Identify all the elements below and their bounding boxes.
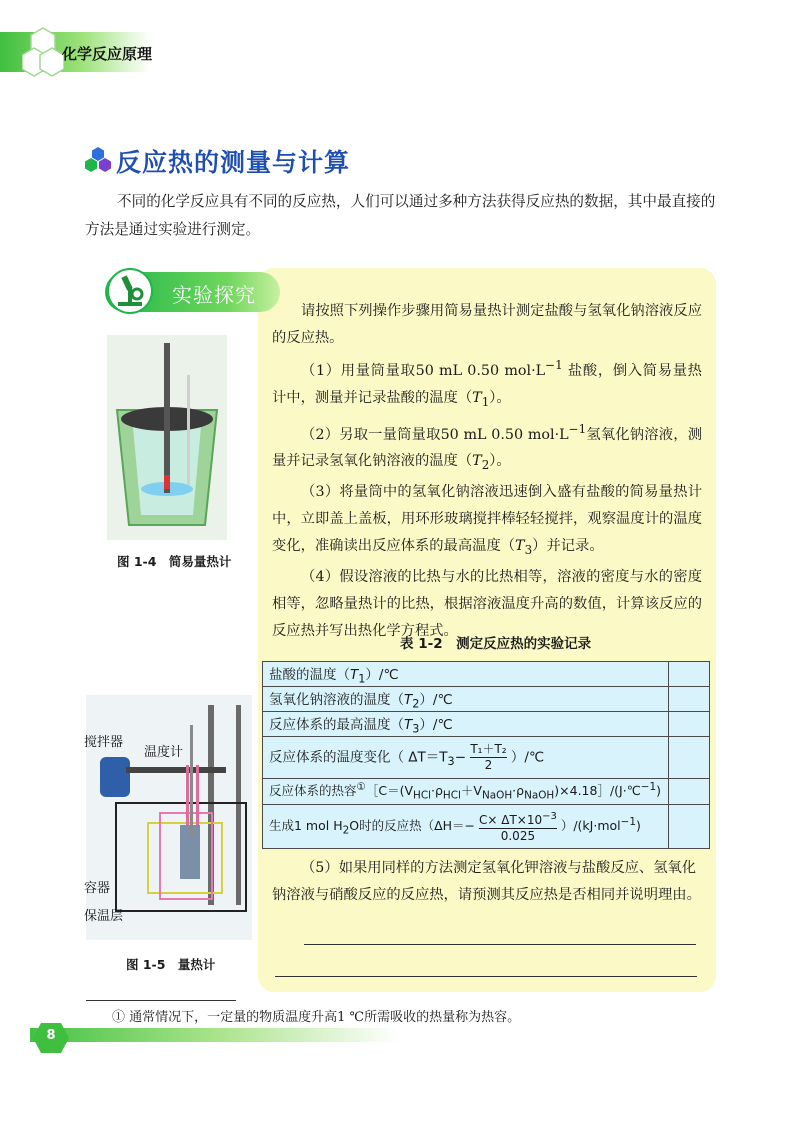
label-container: 容器 — [84, 881, 111, 896]
footnote-divider — [86, 1000, 236, 1001]
table-row — [263, 712, 710, 737]
section-bullet-icon — [84, 146, 112, 172]
table-cell: 反应体系的最高温度$(T_3)/℃$ — [263, 712, 669, 737]
book-title: 化学反应原理 — [62, 45, 153, 63]
table-row — [263, 662, 710, 687]
simple-calorimeter-icon — [107, 335, 227, 540]
label-insulation: 保温层 — [84, 909, 124, 924]
table-cell: 反应体系的温度变化（ $\Delta T=T_3-$ $\frac{\text{T₁＋T₂}}{2}$ ）/℃ — [263, 737, 669, 779]
label-thermometer: 温度计 — [144, 745, 184, 760]
microscope-icon — [104, 266, 160, 316]
value-cell[interactable] — [669, 662, 710, 687]
lab-intro: 请按照下列操作步骤用简易量热计测定盐酸与氢氧化钠溶液反应的反应热。 — [272, 303, 702, 346]
table-row — [263, 687, 710, 712]
table-row — [263, 805, 710, 849]
table-cell: 反应体系的热容$^①[C=(V_{HCl}\cdot\rho_{HCl}+V_{NaOH}\cdot\rho_{NaOH})\times 4.18]/(J\cdot℃^{-1})$ — [263, 779, 669, 805]
figure-1-4-image — [107, 335, 227, 540]
hexagon-logo-icon — [22, 26, 64, 78]
table-caption: 表 1-2 测定反应热的实验记录 — [400, 636, 592, 652]
figure-1-5-image — [86, 695, 252, 940]
figure-1-4-caption: 图 1-4 简易量热计 — [117, 554, 232, 569]
answer-line-1[interactable] — [304, 944, 696, 945]
section-title: 反应热的测量与计算 — [116, 148, 351, 177]
value-cell[interactable] — [669, 805, 710, 849]
record-table — [262, 661, 710, 849]
step-3: （3）将量筒中的氢氧化钠溶液迅速倒入盛有盐酸的简易量热计中，立即盖上盖板，用环形玻璃搅拌棒轻轻搅拌，观察温度计的温度变化，准确读出反应体系的最高温度$(T_3)$并记录。 — [272, 484, 702, 558]
value-cell[interactable] — [669, 712, 710, 737]
step-1: （1）用量筒量取50 mL 0.50 $mol\cdot L^{-1}$ 盐酸，倒入简易量热计中，测量并记录盐酸的温度$(T_1)$。 — [272, 358, 702, 409]
value-cell[interactable] — [669, 687, 710, 712]
footnote: ① 通常情况下，一定量的物质温度升高1 ℃所需吸收的热量称为热容。 — [112, 1010, 521, 1025]
step-2: （2）另取一量筒量取50 mL 0.50 $mol\cdot L^{-1}$氢氧化钠溶液，测量并记录氢氧化钠溶液的温度$(T_2)$。 — [272, 421, 702, 473]
value-cell[interactable] — [669, 737, 710, 779]
page-footer-bar — [30, 1028, 400, 1042]
table-cell: 盐酸的温度$(T_1)/℃$ — [263, 662, 669, 687]
step-4: （4）假设溶液的比热与水的比热相等，溶液的密度与水的密度相等，忽略量热计的比热，根据溶液温度升高的数值，计算该反应的反应热并写出热化学方程式。 — [272, 569, 702, 640]
experiment-steps — [272, 298, 702, 645]
answer-line-2[interactable] — [275, 976, 697, 977]
intro-paragraph: 不同的化学反应具有不同的反应热，人们可以通过多种方法获得反应热的数据，其中最直接的方法是通过实验进行测定。 — [85, 193, 716, 238]
table-cell: 生成1 mol $H_2O$时的反应热（ΔH＝− $\frac{C\times \Delta T\times 10^{-3}}{0.025}$ ）/(kJ·mol$^{-1}$) — [263, 805, 669, 849]
table-row — [263, 779, 710, 805]
value-cell[interactable] — [669, 779, 710, 805]
figure-1-5-caption: 图 1-5 量热计 — [126, 957, 216, 972]
lab-banner-title: 实验探究 — [172, 283, 256, 307]
label-stirrer: 搅拌器 — [84, 735, 124, 750]
step-5: （5）如果用同样的方法测定氢氧化钾溶液与盐酸反应、氢氧化钠溶液与硝酸反应的反应热，请预测其反应热是否相同并说明理由。 — [272, 860, 701, 903]
table-cell: 氢氧化钠溶液的温度$(T_2)/℃$ — [263, 687, 669, 712]
table-row — [263, 737, 710, 779]
page-number: 8 — [46, 1028, 56, 1043]
